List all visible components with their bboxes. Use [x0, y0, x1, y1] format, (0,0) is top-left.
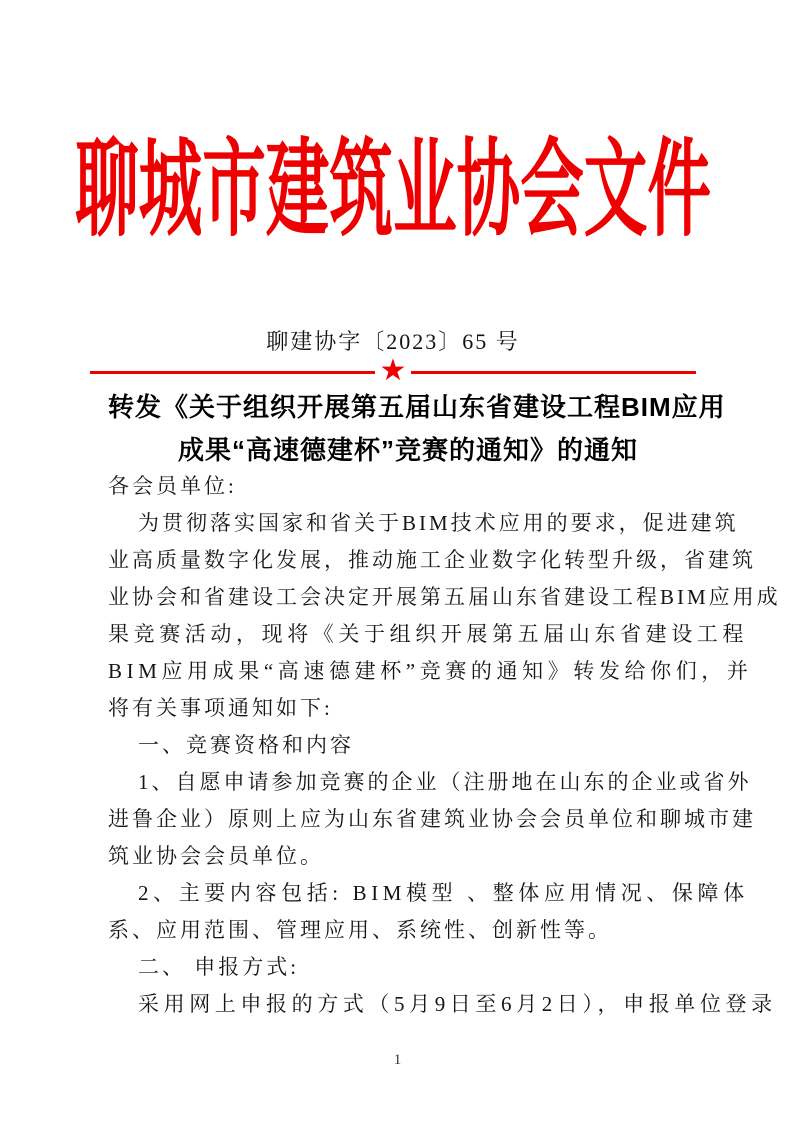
- star-icon: ★: [379, 354, 407, 387]
- red-rule-left-segment: [90, 371, 375, 374]
- body-line: 2、主要内容包括: BIM模型 、整体应用情况、保障体: [138, 881, 749, 905]
- body-line: 采用网上申报的方式（5月9日至6月2日），申报单位登录: [138, 992, 777, 1016]
- red-rule-right-segment: [411, 371, 696, 374]
- notice-title-line: 转发《关于组织开展第五届山东省建设工程BIM应用: [108, 392, 726, 422]
- body-line: 果竞赛活动，现将《关于组织开展第五届山东省建设工程: [108, 622, 748, 646]
- body-line: 二、 申报方式:: [138, 955, 300, 979]
- body-line: 业协会和省建设工会决定开展第五届山东省建设工程BIM应用成: [108, 585, 781, 609]
- body-line: 业高质量数字化发展，推动施工企业数字化转型升级，省建筑: [108, 548, 756, 572]
- red-rule: [90, 354, 696, 387]
- page-number: 1: [393, 1052, 402, 1068]
- header-title: 聊城市建筑业协会文件: [75, 132, 711, 249]
- notice-title-line: 成果“高速德建杯”竞赛的通知》的通知: [177, 435, 638, 465]
- body-line: 各会员单位:: [108, 474, 237, 498]
- notice-title: [108, 386, 726, 472]
- body-line: 为贯彻落实国家和省关于BIM技术应用的要求，促进建筑: [138, 511, 739, 535]
- body-line: 一、竞赛资格和内容: [138, 733, 354, 757]
- body-line: 1、自愿申请参加竞赛的企业（注册地在山东的企业或省外: [138, 770, 752, 794]
- body-line: BIM应用成果“高速德建杯”竞赛的通知》转发给你们，并: [108, 659, 753, 683]
- body-line: 进鲁企业）原则上应为山东省建筑业协会会员单位和聊城市建: [108, 807, 756, 831]
- body-lines: [108, 468, 781, 1023]
- doc-number: 聊建协字〔2023〕65 号: [266, 329, 520, 354]
- body-line: 系、应用范围、管理应用、系统性、创新性等。: [108, 918, 612, 942]
- body-line: 筑业协会会员单位。: [108, 844, 324, 868]
- body-line: 将有关事项通知如下:: [108, 696, 333, 720]
